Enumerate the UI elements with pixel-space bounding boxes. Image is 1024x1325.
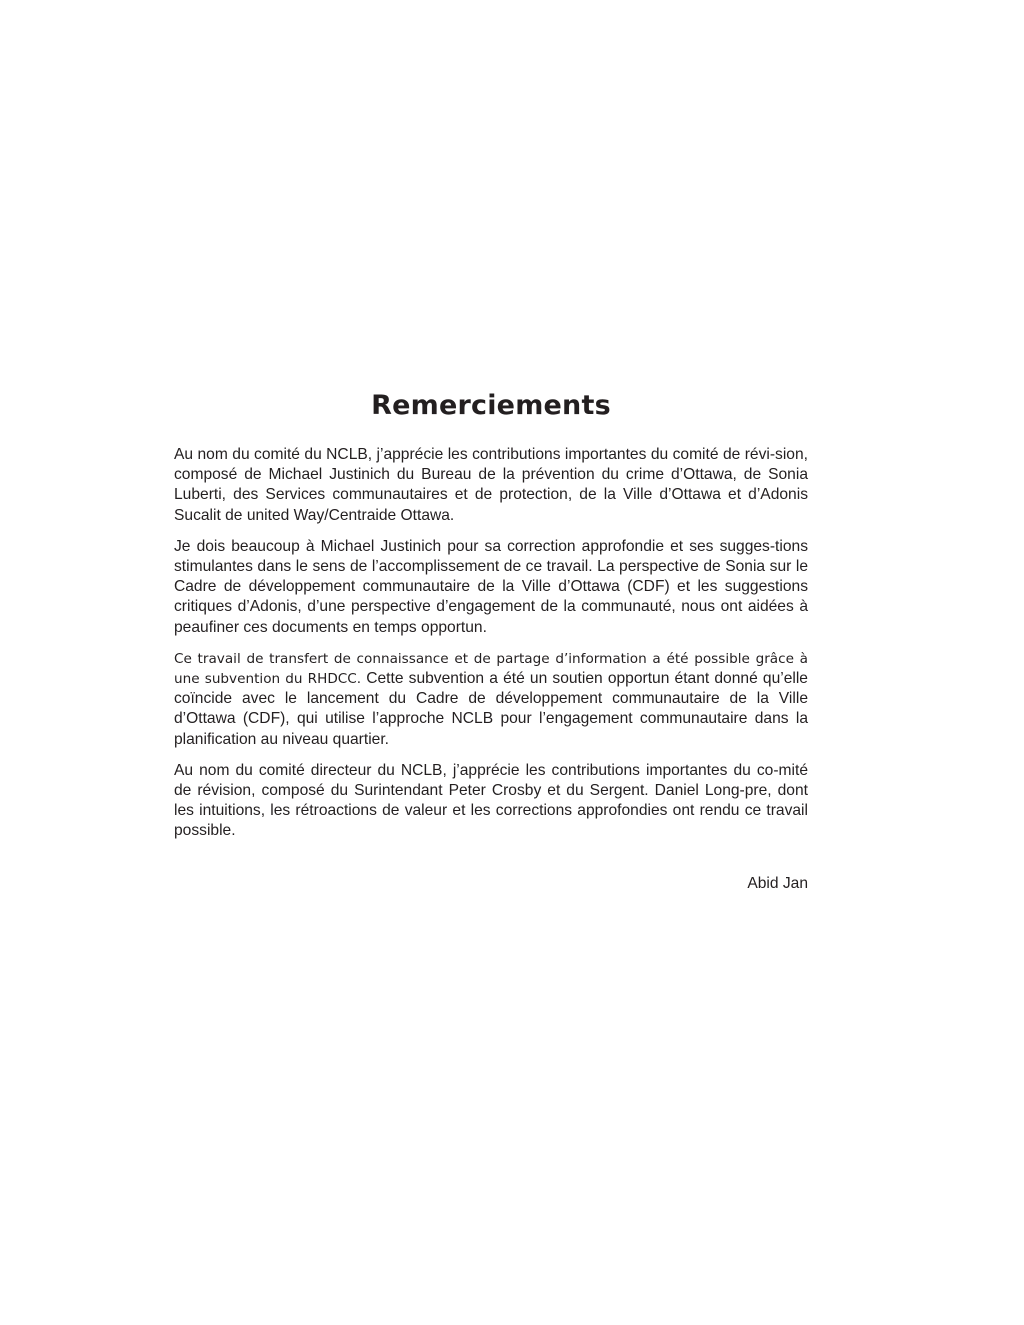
- paragraph-3-rest: Cette subvention a été un soutien opportun étant donné qu’elle coïncide avec le lancement du Cadre de développement communautaire de la Ville d’Ottawa (CDF), qui utilise l’approche NCLB pour l’engagement communautaire dans la planification au niveau quartier.: [174, 670, 808, 748]
- paragraph-3-lead: Ce travail de transfert de connaissance et de partage d’information a été possible grâce à une subvention du RHDCC.: [174, 650, 808, 688]
- paragraph-3: [174, 649, 808, 750]
- document-page: [174, 390, 808, 893]
- paragraph-2: Je dois beaucoup à Michael Justinich pour sa correction approfondie et ses sugges-tions stimulantes dans le sens de l’accomplissement de ce travail. La perspective de Sonia sur le Cadre de développement communautaire de la Ville d’Ottawa (CDF) et les suggestions critiques d’Adonis, d’une perspective d’engagement de la communauté, nous ont aidées à peaufiner ces documents en temps opportun.: [174, 537, 808, 636]
- page-title: Remerciements: [371, 390, 611, 421]
- paragraph-1: Au nom du comité du NCLB, j’apprécie les contributions importantes du comité de révi-sion, composé de Michael Justinich du Bureau de la prévention du crime d’Ottawa, de Sonia Luberti, des Services communautaires et de protection, de la Ville d’Ottawa et d’Adonis Sucalit de united Way/Centraide Ottawa.: [174, 446, 808, 524]
- paragraph-4: Au nom du comité directeur du NCLB, j’apprécie les contributions importantes du co-mité de révision, composé du Surintendant Peter Crosby et du Sergent. Daniel Long-pre, dont les intuitions, les rétroactions de valeur et les corrections approfondies ont rendu ce travail possible.: [174, 761, 808, 840]
- signature: Abid Jan: [747, 874, 808, 892]
